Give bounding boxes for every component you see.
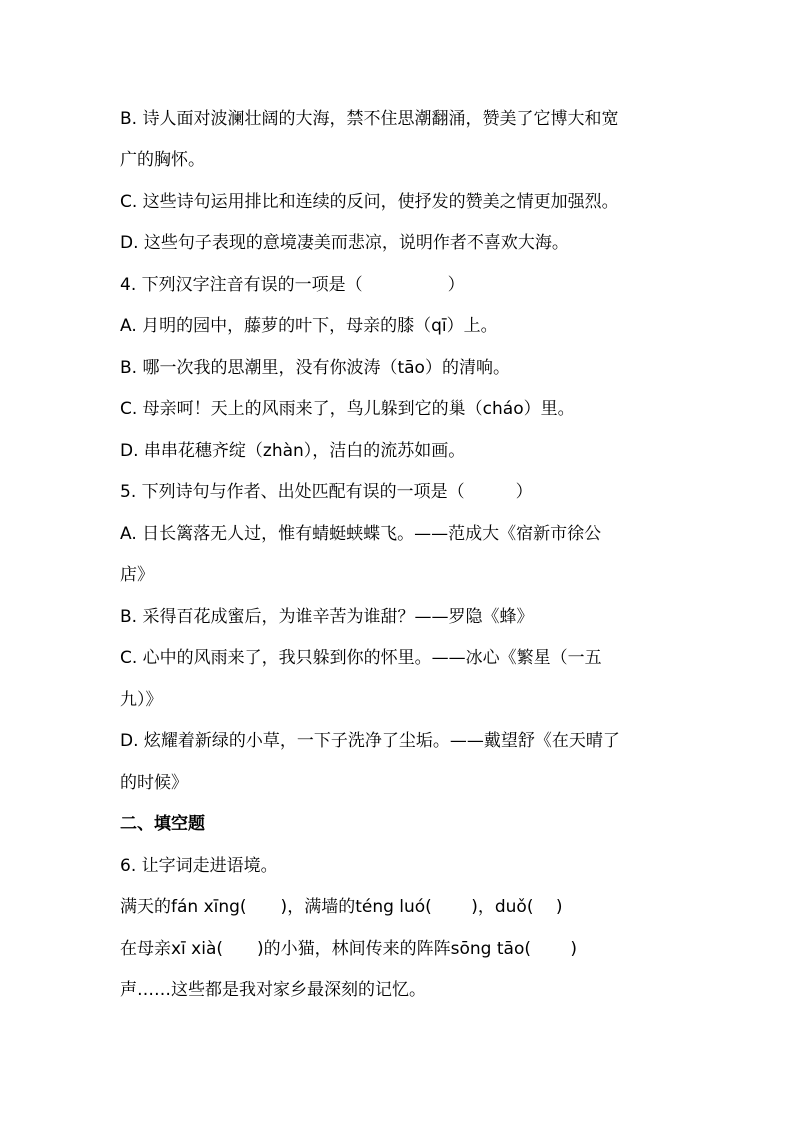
q4-option-d: D. 串串花穗齐绽（zhàn），洁白的流苏如画。	[120, 441, 466, 461]
q6-line1: 满天的fán xīng( )，满墙的téng luó( )，duǒ( )	[120, 897, 563, 917]
q5-option-b: B. 采得百花成蜜后，为谁辛苦为谁甜？——罗隐《蜂》	[120, 607, 534, 627]
q3-option-b-line1: B. 诗人面对波澜壮阔的大海，禁不住思潮翻涌，赞美了它博大和宽	[120, 109, 619, 129]
q5-option-c-line1: C. 心中的风雨来了，我只躲到你的怀里。——冰心《繁星（一五	[120, 648, 602, 668]
q4-option-b: B. 哪一次我的思潮里，没有你波涛（tāo）的清响。	[120, 358, 510, 378]
q3-option-c: C. 这些诗句运用排比和连续的反问，使抒发的赞美之情更加强烈。	[120, 192, 619, 212]
q4-option-a: A. 月明的园中，藤萝的叶下，母亲的膝（qī）上。	[120, 316, 498, 336]
q5-option-d-line2: 的时候》	[120, 773, 188, 793]
q5-option-a-line1: A. 日长篱落无人过，惟有蜻蜓蛱蝶飞。——范成大《宿新市徐公	[120, 524, 602, 544]
q6-line3: 声……这些都是我对家乡最深刻的记忆。	[120, 980, 426, 1000]
q5-stem: 5. 下列诗句与作者、出处匹配有误的一项是（ ）	[120, 482, 533, 502]
q4-option-c: C. 母亲呵！天上的风雨来了，鸟儿躲到它的巢（cháo）里。	[120, 399, 575, 419]
q6-stem: 6. 让字词走进语境。	[120, 856, 278, 876]
section-title-fill-in: 二、填空题	[120, 814, 205, 834]
q3-option-b-line2: 广的胸怀。	[120, 150, 205, 170]
q6-line2: 在母亲xī xià( )的小猫，林间传来的阵阵sōng tāo( )	[120, 939, 578, 959]
q5-option-c-line2: 九）》	[120, 690, 163, 710]
q4-stem: 4. 下列汉字注音有误的一项是（ ）	[120, 275, 465, 295]
q3-option-d: D. 这些句子表现的意境凄美而悲凉，说明作者不喜欢大海。	[120, 233, 569, 253]
q5-option-a-line2: 店》	[120, 565, 154, 585]
q5-option-d-line1: D. 炫耀着新绿的小草，一下子洗净了尘垢。——戴望舒《在天晴了	[120, 731, 620, 751]
